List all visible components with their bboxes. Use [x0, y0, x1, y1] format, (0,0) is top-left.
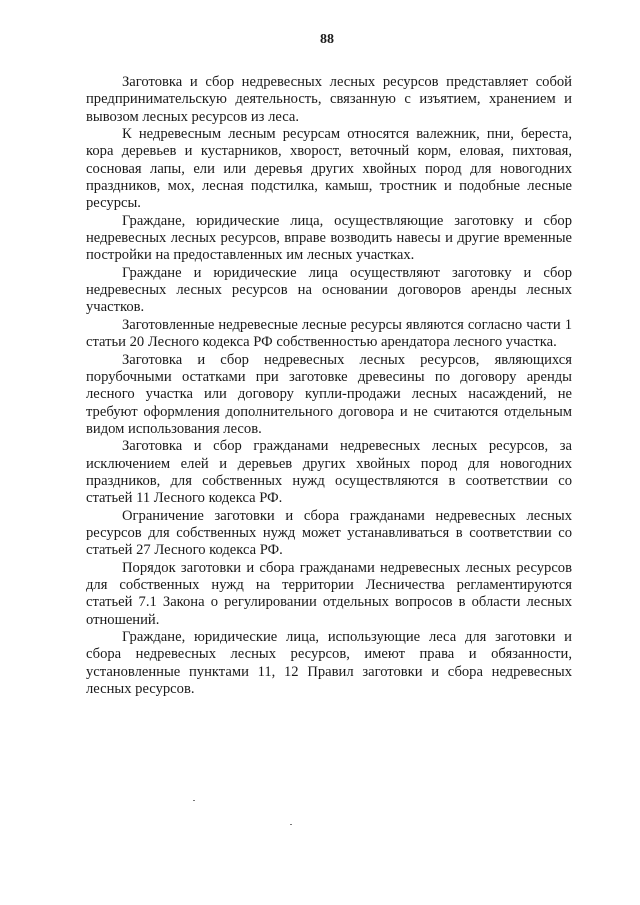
scan-speck	[193, 800, 195, 801]
paragraph: Ограничение заготовки и сбора гражданами недревесных лесных ресурсов для собственных нужд может устанавливаться в соответствии со статьей 27 Лесного кодекса РФ.	[86, 507, 572, 559]
paragraph: К недревесным лесным ресурсам относятся валежник, пни, береста, кора деревьев и кустарников, хворост, веточный корм, еловая, пихтовая, сосновая лапы, ели или деревья других хвойных пород для новогодних праздников, мох, лесная подстилка, камыш, тростник и подобные лесные ресурсы.	[86, 126, 572, 212]
paragraph: Граждане, юридические лица, использующие леса для заготовки и сбора недревесных лесных ресурсов, имеют права и обязанности, установленные пунктами 11, 12 Правил заготовки и сбора недревесных лесных ресурсов.	[86, 629, 572, 698]
paragraph: Заготовка и сбор гражданами недревесных лесных ресурсов, за исключением елей и деревьев других хвойных пород для новогодних праздников, для собственных нужд осуществляются в соответствии со статьей 11 Лесного кодекса РФ.	[86, 438, 572, 507]
paragraph: Граждане и юридические лица осуществляют заготовку и сбор недревесных лесных ресурсов на основании договоров аренды лесных участков.	[86, 264, 572, 316]
page-number: 88	[320, 32, 334, 47]
paragraph: Заготовленные недревесные лесные ресурсы являются согласно части 1 статьи 20 Лесного кодекса РФ собственностью арендатора лесного участка.	[86, 316, 572, 351]
paragraph: Порядок заготовки и сбора гражданами недревесных лесных ресурсов для собственных нужд на территории Лесничества регламентируются статьей 7.1 Закона о регулировании отдельных вопросов в области лесных отношений.	[86, 559, 572, 628]
paragraph: Заготовка и сбор недревесных лесных ресурсов представляет собой предпринимательскую деятельность, связанную с изъятием, хранением и вывозом лесных ресурсов из леса.	[86, 74, 572, 125]
paragraph: Заготовка и сбор недревесных лесных ресурсов, являющихся порубочными остатками при заготовке древесины по договору аренды лесного участка или договору купли-продажи лесных насаждений, не требуют оформления дополнительного договора и не считаются отдельным видом использования лесов.	[86, 351, 572, 437]
document-body	[86, 74, 572, 698]
paragraph: Граждане, юридические лица, осуществляющие заготовку и сбор недревесных лесных ресурсов, вправе возводить навесы и другие временные постройки на предоставленных им лесных участках.	[86, 212, 572, 264]
scan-speck	[290, 824, 292, 825]
